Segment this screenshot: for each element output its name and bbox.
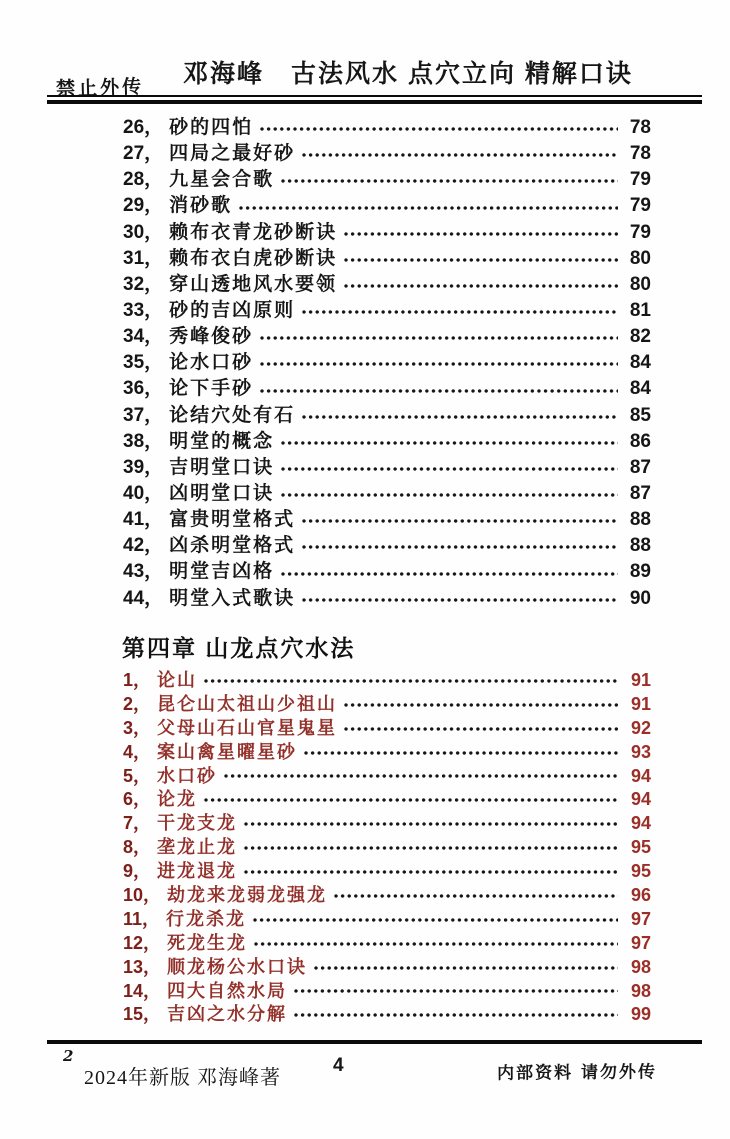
toc-entry — [123, 321, 651, 347]
entry-page-number: 92 — [630, 717, 651, 738]
entry-page-number: 97 — [630, 908, 651, 929]
entry-number: 14， — [123, 980, 162, 1001]
dot-leader — [259, 126, 618, 132]
entry-title: 论水口砂 — [169, 352, 254, 374]
entry-number: 39， — [123, 456, 164, 478]
toc-entry — [123, 426, 651, 452]
entry-page-number: 82 — [629, 326, 651, 348]
entry-number: 32， — [123, 273, 164, 295]
entry-page-number: 89 — [629, 561, 651, 583]
entry-title: 九星会合歌 — [169, 169, 275, 191]
toc-entry — [123, 666, 651, 690]
entry-title: 凶明堂口诀 — [169, 482, 275, 504]
dot-leader — [280, 466, 618, 472]
toc-entry — [123, 738, 651, 762]
entry-number: 1， — [123, 670, 152, 690]
entry-title: 秀峰俊砂 — [169, 326, 254, 348]
entry-title: 死龙生龙 — [167, 932, 248, 953]
dot-leader — [280, 178, 618, 184]
dot-leader — [343, 726, 618, 732]
dot-leader — [301, 597, 618, 603]
dot-leader — [343, 257, 618, 263]
toc-entry — [123, 530, 651, 556]
entry-number: 37， — [123, 404, 164, 426]
entry-number: 2， — [123, 693, 152, 714]
entry-number: 27， — [123, 143, 164, 165]
entry-page-number: 99 — [630, 1004, 651, 1025]
dot-leader — [253, 941, 618, 947]
dot-leader — [223, 773, 618, 779]
entry-number: 44， — [123, 587, 164, 609]
entry-page-number: 85 — [629, 404, 651, 426]
entry-page-number: 95 — [630, 837, 651, 858]
internal-material-stamp: 内部资料 请勿外传 — [496, 1062, 658, 1084]
entry-number: 41， — [123, 509, 164, 531]
entry-number: 36， — [123, 378, 164, 400]
dot-leader — [343, 283, 618, 289]
dot-leader — [243, 821, 618, 827]
entry-number: 9， — [123, 861, 152, 882]
entry-title: 明堂入式歌诀 — [169, 587, 296, 609]
entry-number: 8， — [123, 837, 152, 858]
dot-leader — [280, 571, 618, 577]
entry-number: 4， — [123, 741, 152, 762]
entry-title: 四大自然水局 — [167, 980, 288, 1001]
toc-entry — [123, 583, 651, 609]
entry-page-number: 91 — [630, 693, 651, 714]
entry-page-number: 88 — [629, 535, 651, 557]
edition-line: 2024年新版 邓海峰著 — [84, 1067, 281, 1089]
toc-entry — [123, 929, 651, 953]
entry-title: 消砂歌 — [169, 195, 233, 217]
entry-number: 31， — [123, 247, 164, 269]
footer-divider — [47, 1040, 702, 1044]
entry-page-number: 87 — [629, 482, 651, 504]
dot-leader — [203, 678, 618, 684]
entry-number: 29， — [123, 195, 164, 217]
entry-number: 12， — [123, 932, 162, 953]
toc-list-red — [123, 666, 651, 1024]
entry-page-number: 84 — [629, 378, 651, 400]
entry-number: 40， — [123, 482, 164, 504]
entry-number: 35， — [123, 352, 164, 374]
entry-number: 13， — [123, 956, 162, 977]
entry-title: 吉明堂口诀 — [169, 456, 275, 478]
entry-title: 垄龙止龙 — [157, 837, 238, 858]
dot-leader — [303, 750, 618, 756]
dot-leader — [280, 492, 618, 498]
chapter-heading: 第四章 山龙点穴水法 — [122, 635, 356, 661]
toc-entry — [123, 556, 651, 582]
entry-page-number: 79 — [629, 195, 651, 217]
toc-entry — [123, 690, 651, 714]
entry-page-number: 80 — [629, 247, 651, 269]
entry-page-number: 96 — [630, 885, 651, 906]
dot-leader — [280, 440, 618, 446]
dot-leader — [203, 797, 618, 803]
dot-leader — [293, 1012, 618, 1018]
toc-entry — [123, 1000, 651, 1024]
entry-page-number: 93 — [630, 741, 651, 762]
entry-page-number: 79 — [629, 221, 651, 243]
toc-entry — [123, 373, 651, 399]
entry-title: 穿山透地风水要领 — [169, 273, 338, 295]
dot-leader — [301, 309, 618, 315]
entry-page-number: 94 — [630, 813, 651, 834]
entry-number: 15， — [123, 1004, 162, 1025]
entry-page-number: 90 — [629, 587, 651, 609]
entry-number: 10， — [123, 885, 162, 906]
entry-title: 吉凶之水分解 — [167, 1004, 288, 1025]
entry-title: 论龙 — [157, 789, 198, 810]
entry-title: 昆仑山太祖山少祖山 — [157, 693, 338, 714]
entry-number: 11， — [123, 908, 161, 929]
entry-title: 行龙杀龙 — [166, 908, 247, 929]
dot-leader — [333, 893, 618, 899]
dot-leader — [259, 388, 618, 394]
dot-leader — [243, 845, 618, 851]
entry-number: 38， — [123, 430, 164, 452]
toc-entry — [123, 905, 651, 929]
entry-title: 明堂吉凶格 — [169, 561, 275, 583]
toc-entry — [123, 190, 651, 216]
entry-title: 论山 — [157, 670, 198, 690]
entry-page-number: 98 — [630, 956, 651, 977]
entry-page-number: 94 — [630, 765, 651, 786]
forbidden-stamp: 禁止外传 — [55, 75, 145, 101]
entry-page-number: 88 — [629, 509, 651, 531]
entry-page-number: 98 — [630, 980, 651, 1001]
entry-number: 43， — [123, 561, 164, 583]
toc-entry — [123, 295, 651, 321]
entry-page-number: 78 — [629, 117, 651, 138]
entry-page-number: 87 — [629, 456, 651, 478]
toc-entry — [123, 400, 651, 426]
entry-page-number: 78 — [629, 143, 651, 165]
dot-leader — [293, 988, 618, 994]
entry-page-number: 94 — [630, 789, 651, 810]
dot-leader — [301, 414, 618, 420]
entry-number: 7， — [123, 813, 152, 834]
entry-number: 3， — [123, 717, 152, 738]
entry-page-number: 86 — [629, 430, 651, 452]
entry-page-number: 84 — [629, 352, 651, 374]
entry-page-number: 80 — [629, 273, 651, 295]
entry-title: 论下手砂 — [169, 378, 254, 400]
toc-entry — [123, 452, 651, 478]
header-divider — [47, 95, 702, 104]
entry-number: 42， — [123, 535, 164, 557]
entry-title: 进龙退龙 — [157, 861, 238, 882]
toc-entry — [123, 478, 651, 504]
entry-title: 劫龙来龙弱龙强龙 — [167, 885, 328, 906]
dot-leader — [238, 205, 618, 211]
entry-page-number: 81 — [629, 299, 651, 321]
page-number: 4 — [333, 1055, 344, 1076]
entry-title: 赖布衣白虎砂断诀 — [169, 247, 338, 269]
entry-page-number: 79 — [629, 169, 651, 191]
dot-leader — [343, 231, 618, 237]
toc-entry — [123, 347, 651, 373]
toc-entry — [123, 269, 651, 295]
entry-number: 28， — [123, 169, 164, 191]
toc-entry — [123, 785, 651, 809]
entry-title: 四局之最好砂 — [169, 143, 296, 165]
toc-entry — [123, 138, 651, 164]
entry-number: 34， — [123, 326, 164, 348]
dot-leader — [259, 361, 618, 367]
page-title: 邓海峰 古法风水 点穴立向 精解口诀 — [183, 60, 633, 88]
toc-entry — [123, 809, 651, 833]
dot-leader — [301, 518, 618, 524]
entry-number: 33， — [123, 299, 164, 321]
entry-title: 砂的四怕 — [169, 117, 254, 138]
entry-title: 水口砂 — [157, 765, 218, 786]
entry-title: 砂的吉凶原则 — [169, 299, 296, 321]
toc-entry — [123, 881, 651, 905]
toc-list-black — [123, 112, 651, 609]
entry-title: 顺龙杨公水口诀 — [167, 956, 308, 977]
entry-title: 案山禽星曜星砂 — [157, 741, 298, 762]
entry-page-number: 97 — [630, 932, 651, 953]
dot-leader — [243, 869, 618, 875]
toc-entry — [123, 164, 651, 190]
dot-leader — [343, 702, 618, 708]
dot-leader — [313, 965, 618, 971]
entry-number: 26， — [123, 117, 164, 138]
toc-entry — [123, 714, 651, 738]
entry-title: 干龙支龙 — [157, 813, 238, 834]
entry-title: 凶杀明堂格式 — [169, 535, 296, 557]
toc-entry — [123, 857, 651, 881]
handwritten-mark: 2 — [63, 1047, 74, 1065]
toc-entry — [123, 977, 651, 1001]
entry-title: 论结穴处有石 — [169, 404, 296, 426]
entry-title: 父母山石山官星鬼星 — [157, 717, 338, 738]
dot-leader — [301, 152, 618, 158]
toc-entry — [123, 112, 651, 138]
entry-number: 30， — [123, 221, 164, 243]
toc-entry — [123, 243, 651, 269]
toc-entry — [123, 504, 651, 530]
entry-title: 赖布衣青龙砂断诀 — [169, 221, 338, 243]
entry-number: 5， — [123, 765, 152, 786]
toc-entry — [123, 833, 651, 857]
dot-leader — [259, 335, 618, 341]
entry-page-number: 95 — [630, 861, 651, 882]
entry-page-number: 91 — [630, 670, 651, 690]
dot-leader — [252, 917, 618, 923]
toc-entry — [123, 953, 651, 977]
dot-leader — [301, 544, 618, 550]
toc-entry — [123, 217, 651, 243]
toc-entry — [123, 762, 651, 786]
entry-title: 明堂的概念 — [169, 430, 275, 452]
entry-number: 6， — [123, 789, 152, 810]
entry-title: 富贵明堂格式 — [169, 509, 296, 531]
